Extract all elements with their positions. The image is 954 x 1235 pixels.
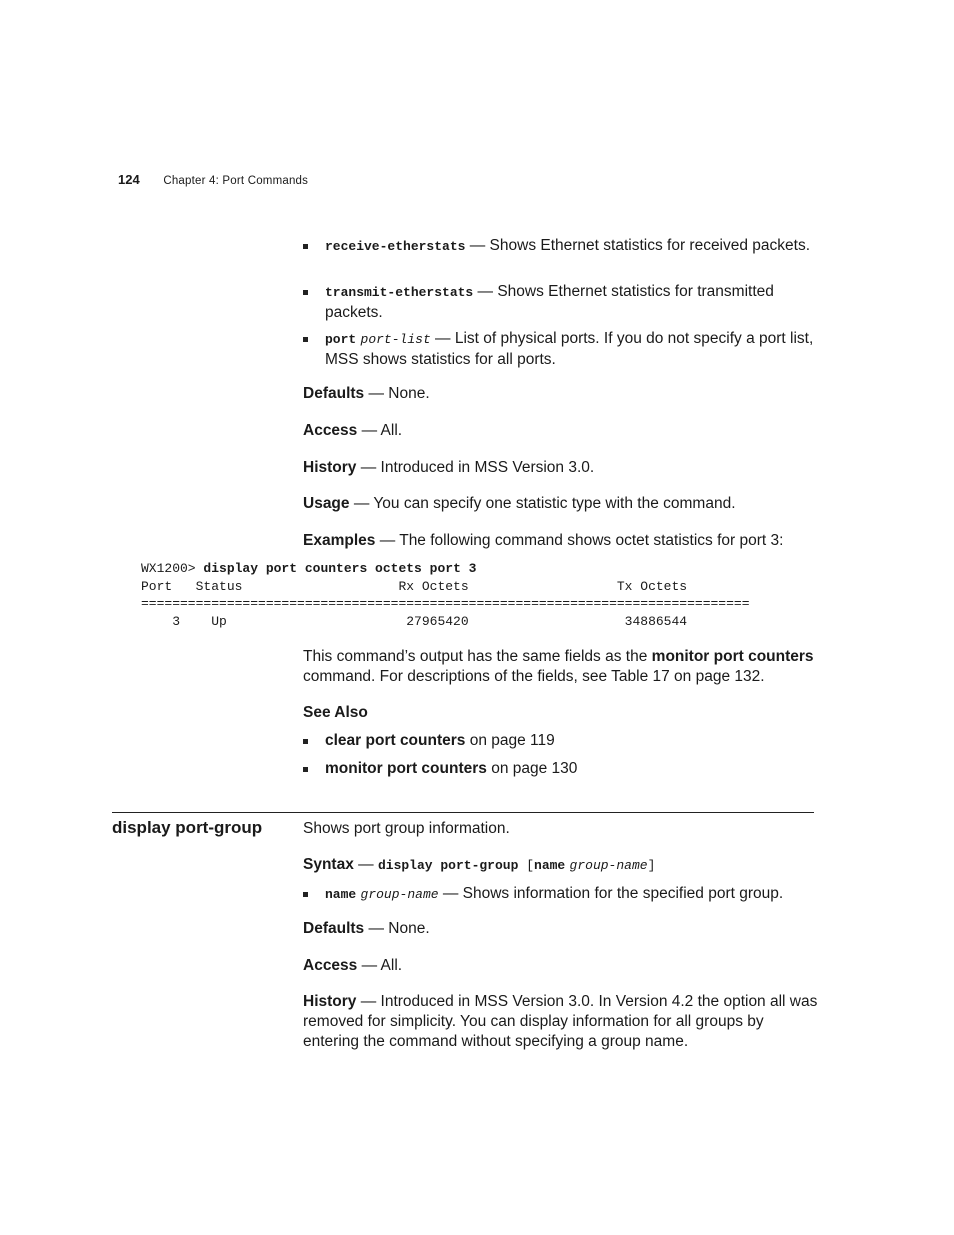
bullet-square-icon bbox=[303, 767, 308, 772]
syntax-paragraph: Syntax — display port-group [name group-name] bbox=[303, 856, 656, 873]
section-intro: Shows port group information. bbox=[303, 820, 510, 837]
code-command-line: WX1200> display port counters octets port 3 bbox=[141, 561, 477, 576]
access-paragraph: Access — All. bbox=[303, 957, 403, 974]
output-note: This command’s output has the same fields as the monitor port counters command. For descriptions of the fields, see Table 17 on page 132. bbox=[303, 648, 814, 685]
code-separator-line: ============================================================================== bbox=[141, 596, 750, 611]
bullet-square-icon bbox=[303, 337, 308, 342]
chapter-title: Chapter 4: Port Commands bbox=[163, 175, 309, 187]
page-header bbox=[118, 172, 308, 187]
bullet-square-icon bbox=[303, 892, 308, 897]
access-paragraph: Access — All. bbox=[303, 422, 403, 439]
code-header-line: Port Status Rx Octets Tx Octets bbox=[141, 579, 688, 594]
defaults-paragraph: Defaults — None. bbox=[303, 920, 430, 937]
page-number: 124 bbox=[118, 172, 140, 187]
section-divider bbox=[112, 812, 814, 813]
bullet-square-icon bbox=[303, 290, 308, 295]
see-also-heading: See Also bbox=[303, 704, 368, 721]
defaults-paragraph: Defaults — None. bbox=[303, 385, 430, 402]
examples-paragraph: Examples — The following command shows octet statistics for port 3: bbox=[303, 532, 784, 549]
history-paragraph: History — Introduced in MSS Version 3.0. bbox=[303, 459, 595, 476]
bullet-square-icon bbox=[303, 739, 308, 744]
code-row-line: 3 Up 27965420 34886544 bbox=[141, 614, 688, 629]
bullet-square-icon bbox=[303, 244, 308, 249]
section-title: display port-group bbox=[112, 818, 263, 837]
history-paragraph: History — Introduced in MSS Version 3.0. In Version 4.2 the option all was removed for simplicity. You can display information for all groups by entering the command without specifying a group name. bbox=[303, 993, 818, 1050]
usage-paragraph: Usage — You can specify one statistic type with the command. bbox=[303, 495, 736, 512]
